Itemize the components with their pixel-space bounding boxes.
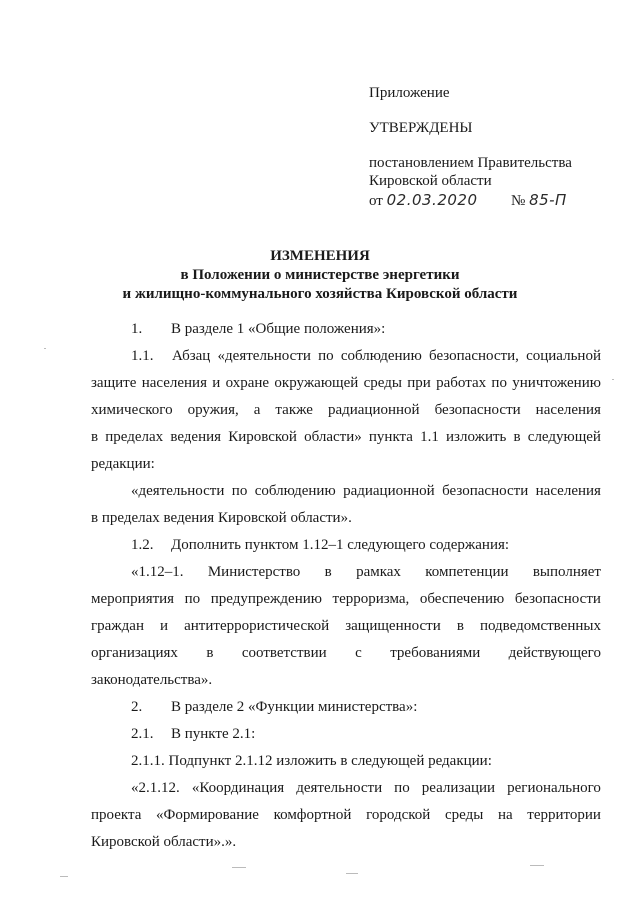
quote-2-line-5: законодательства». (91, 672, 213, 688)
approved-label: УТВЕРЖДЕНЫ (369, 120, 473, 136)
clause-1-1-line-5: редакции: (91, 456, 155, 472)
appendix-label: Приложение (369, 85, 450, 101)
doc-title: ИЗМЕНЕНИЯ (270, 248, 370, 264)
date-prefix: от (369, 193, 383, 209)
doc-subtitle-2: и жилищно-коммунального хозяйства Кировской области (122, 286, 518, 302)
clause-1-1-number: 1.1. (131, 348, 154, 364)
clause-2-1-1-text: 2.1.1. Подпункт 2.1.12 изложить в следующей редакции: (131, 753, 492, 769)
clause-2-1-text: В пункте 2.1: (171, 726, 256, 742)
clause-1-2-text: Дополнить пунктом 1.12–1 следующего содержания: (171, 537, 510, 553)
clause-1-1-line-1: Абзац «деятельности по соблюдению безопасности, социальной (172, 348, 601, 364)
scan-speck (346, 873, 358, 874)
clause-1-1-line-3: химического оружия, а также радиационной безопасности населения (91, 402, 601, 418)
clause-2-1-number: 2.1. (131, 726, 154, 742)
scan-speck (232, 867, 246, 868)
section-2-heading: В разделе 2 «Функции министерства»: (171, 699, 418, 715)
section-2-number: 2. (131, 699, 143, 715)
decree-line-1: постановлением Правительства (369, 155, 572, 171)
quote-3-line-2: проекта «Формирование комфортной городской среды на территории (91, 807, 601, 823)
decree-line-2: Кировской области (369, 173, 492, 189)
quote-1-line-2: в пределах ведения Кировской области». (91, 510, 352, 526)
quote-2-line-2: мероприятия по предупреждению терроризма, обеспечению безопасности (91, 591, 601, 607)
clause-1-2-number: 1.2. (131, 537, 154, 553)
section-1-heading: В разделе 1 «Общие положения»: (171, 321, 386, 337)
quote-2-line-3: граждан и антитеррористической защищенности в подведомственных (91, 618, 601, 634)
quote-3-line-3: Кировской области».». (91, 834, 237, 850)
number-handwritten: 85-П (529, 191, 567, 209)
quote-3-line-1: «2.1.12. «Координация деятельности по реализации регионального (131, 780, 601, 796)
scan-speck (44, 348, 46, 349)
scan-speck (530, 865, 544, 866)
doc-subtitle-1: в Положении о министерстве энергетики (180, 267, 460, 283)
scan-speck (60, 876, 68, 877)
date-line (369, 191, 567, 210)
quote-2-line-4: организациях в соответствии с требованиями действующего (91, 645, 601, 661)
scan-speck (612, 379, 614, 380)
clause-1-1-line-4: в пределах ведения Кировской области» пункта 1.1 изложить в следующей (91, 429, 601, 445)
section-1-number: 1. (131, 321, 143, 337)
clause-1-1-line-2: защите населения и охране окружающей среды при работах по уничтожению (91, 375, 601, 391)
quote-2-line-1: «1.12–1. Министерство в рамках компетенции выполняет (131, 564, 601, 580)
number-prefix: № (511, 193, 526, 209)
date-handwritten: 02.03.2020 (386, 191, 478, 209)
quote-1-line-1: «деятельности по соблюдению радиационной безопасности населения (131, 483, 601, 499)
